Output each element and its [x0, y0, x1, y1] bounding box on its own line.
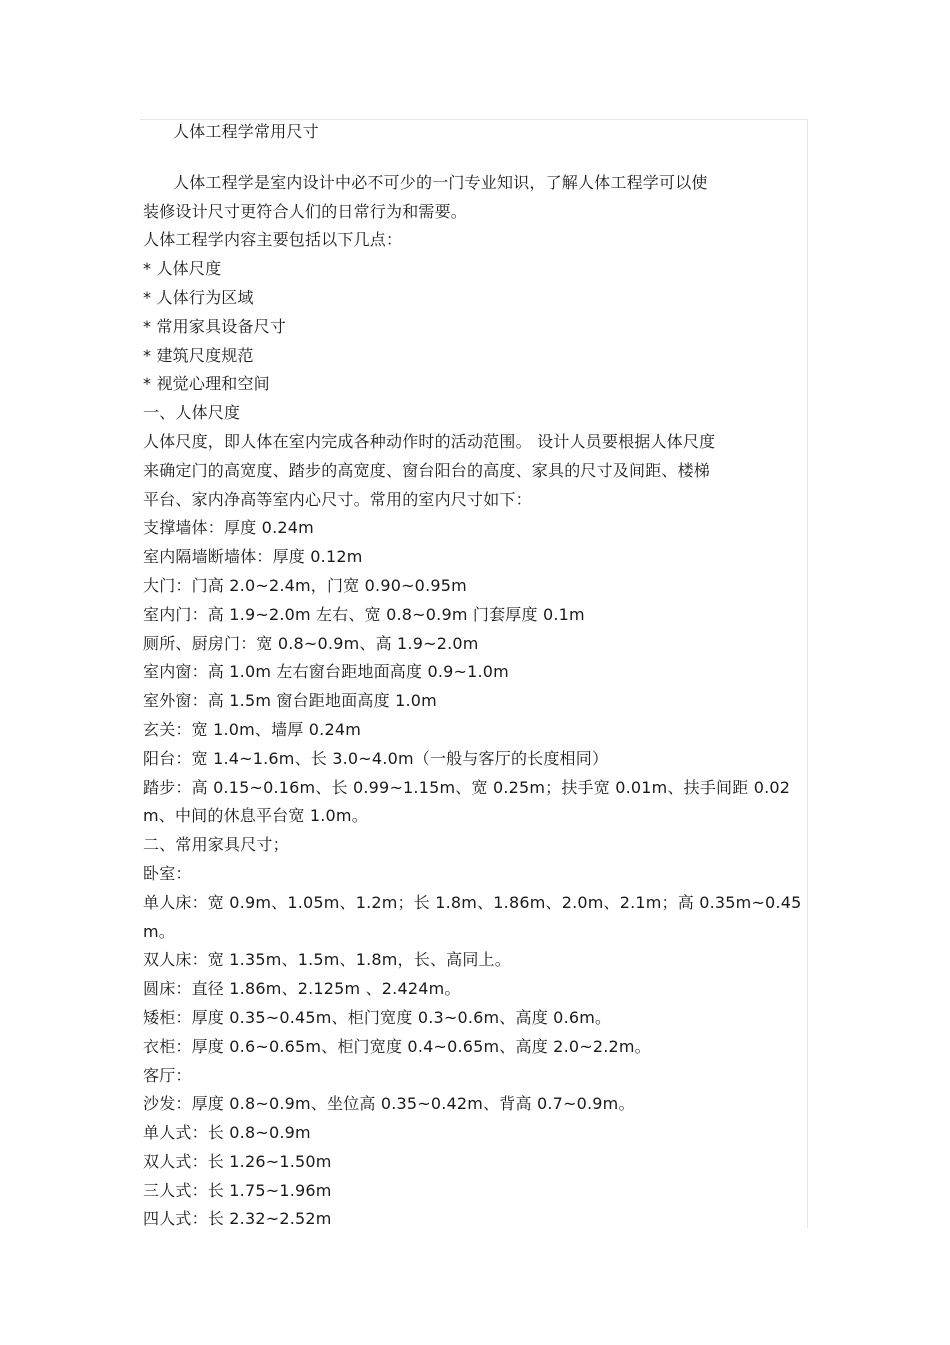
dimension-line: 沙发：厚度 0.8~0.9m、坐位高 0.35~0.42m、背高 0.7~0.9m。 — [143, 1094, 635, 1114]
dimension-line: 大门：门高 2.0~2.4m，门宽 0.90~0.95m — [143, 575, 467, 595]
document-title: 人体工程学常用尺寸 — [173, 122, 319, 141]
dimension-line: 四人式：长 2.32~2.52m — [143, 1209, 332, 1229]
dimension-line: 踏步：高 0.15~0.16m、长 0.99~1.15m、宽 0.25m；扶手宽 0.01m、扶手间距 0.02 — [143, 777, 791, 797]
paragraph-line: 装修设计尺寸更符合人们的日常行为和需要。 — [143, 201, 468, 221]
dimension-line: 单人床：宽 0.9m、1.05m、1.2m；长 1.8m、1.86m、2.0m、2.1m；高 0.35m~0.45 — [143, 892, 802, 912]
dimension-line: 厕所、厨房门：宽 0.8~0.9m、高 1.9~2.0m — [143, 633, 479, 653]
bullet-item: * 人体尺度 — [143, 259, 222, 279]
bullet-item: * 常用家具设备尺寸 — [143, 316, 287, 336]
dimension-line: 玄关：宽 1.0m、墙厚 0.24m — [143, 719, 362, 739]
dimension-line: 阳台：宽 1.4~1.6m、长 3.0~4.0m（一般与客厅的长度相同） — [143, 748, 609, 768]
dimension-line: 室内门：高 1.9~2.0m 左右、宽 0.8~0.9m 门套厚度 0.1m — [143, 604, 585, 624]
dimension-line: 室内窗：高 1.0m 左右窗台距地面高度 0.9~1.0m — [143, 662, 509, 682]
title-spacer — [143, 147, 813, 169]
dimension-line: 室内隔墙断墙体：厚度 0.12m — [143, 547, 363, 567]
dimension-line: 圆床：直径 1.86m、2.125m 、2.424m。 — [143, 979, 461, 999]
section-heading: 一、人体尺度 — [143, 403, 241, 423]
bullet-item: * 视觉心理和空间 — [143, 374, 270, 394]
dimension-line: m。 — [143, 921, 175, 941]
dimension-line: 室外窗：高 1.5m 窗台距地面高度 1.0m — [143, 691, 437, 711]
paragraph-line: 人体尺度，即人体在室内完成各种动作时的活动范围。 设计人员要根据人体尺度 — [143, 431, 716, 451]
paragraph-line: 来确定门的高宽度、踏步的高宽度、窗台阳台的高度、家具的尺寸及间距、楼梯 — [143, 460, 711, 480]
dimension-line: 单人式：长 0.8~0.9m — [143, 1123, 311, 1143]
dimension-line: 矮柜：厚度 0.35~0.45m、柜门宽度 0.3~0.6m、高度 0.6m。 — [143, 1007, 612, 1027]
dimension-line: m、中间的休息平台宽 1.0m。 — [143, 806, 368, 826]
dimension-line: 双人床：宽 1.35m、1.5m、1.8m，长、高同上。 — [143, 950, 511, 970]
dimension-line: 衣柜：厚度 0.6~0.65m、柜门宽度 0.4~0.65m、高度 2.0~2.2m。 — [143, 1036, 651, 1056]
section-heading: 二、常用家具尺寸； — [143, 835, 289, 855]
dimension-line: 支撑墙体：厚度 0.24m — [143, 518, 314, 538]
paragraph-line: 人体工程学内容主要包括以下几点： — [143, 230, 403, 250]
bullet-item: * 人体行为区域 — [143, 287, 254, 307]
subsection-label: 卧室： — [143, 863, 192, 883]
paragraph-line: 人体工程学是室内设计中必不可少的一门专业知识，了解人体工程学可以使 — [173, 172, 708, 192]
subsection-label: 客厅： — [143, 1065, 192, 1085]
dimension-line: 双人式：长 1.26~1.50m — [143, 1151, 332, 1171]
dimension-line: 三人式：长 1.75~1.96m — [143, 1180, 332, 1200]
bullet-item: * 建筑尺度规范 — [143, 345, 254, 365]
paragraph-line: 平台、家内净高等室内心尺寸。常用的室内尺寸如下： — [143, 489, 532, 509]
document-body — [143, 118, 813, 1234]
